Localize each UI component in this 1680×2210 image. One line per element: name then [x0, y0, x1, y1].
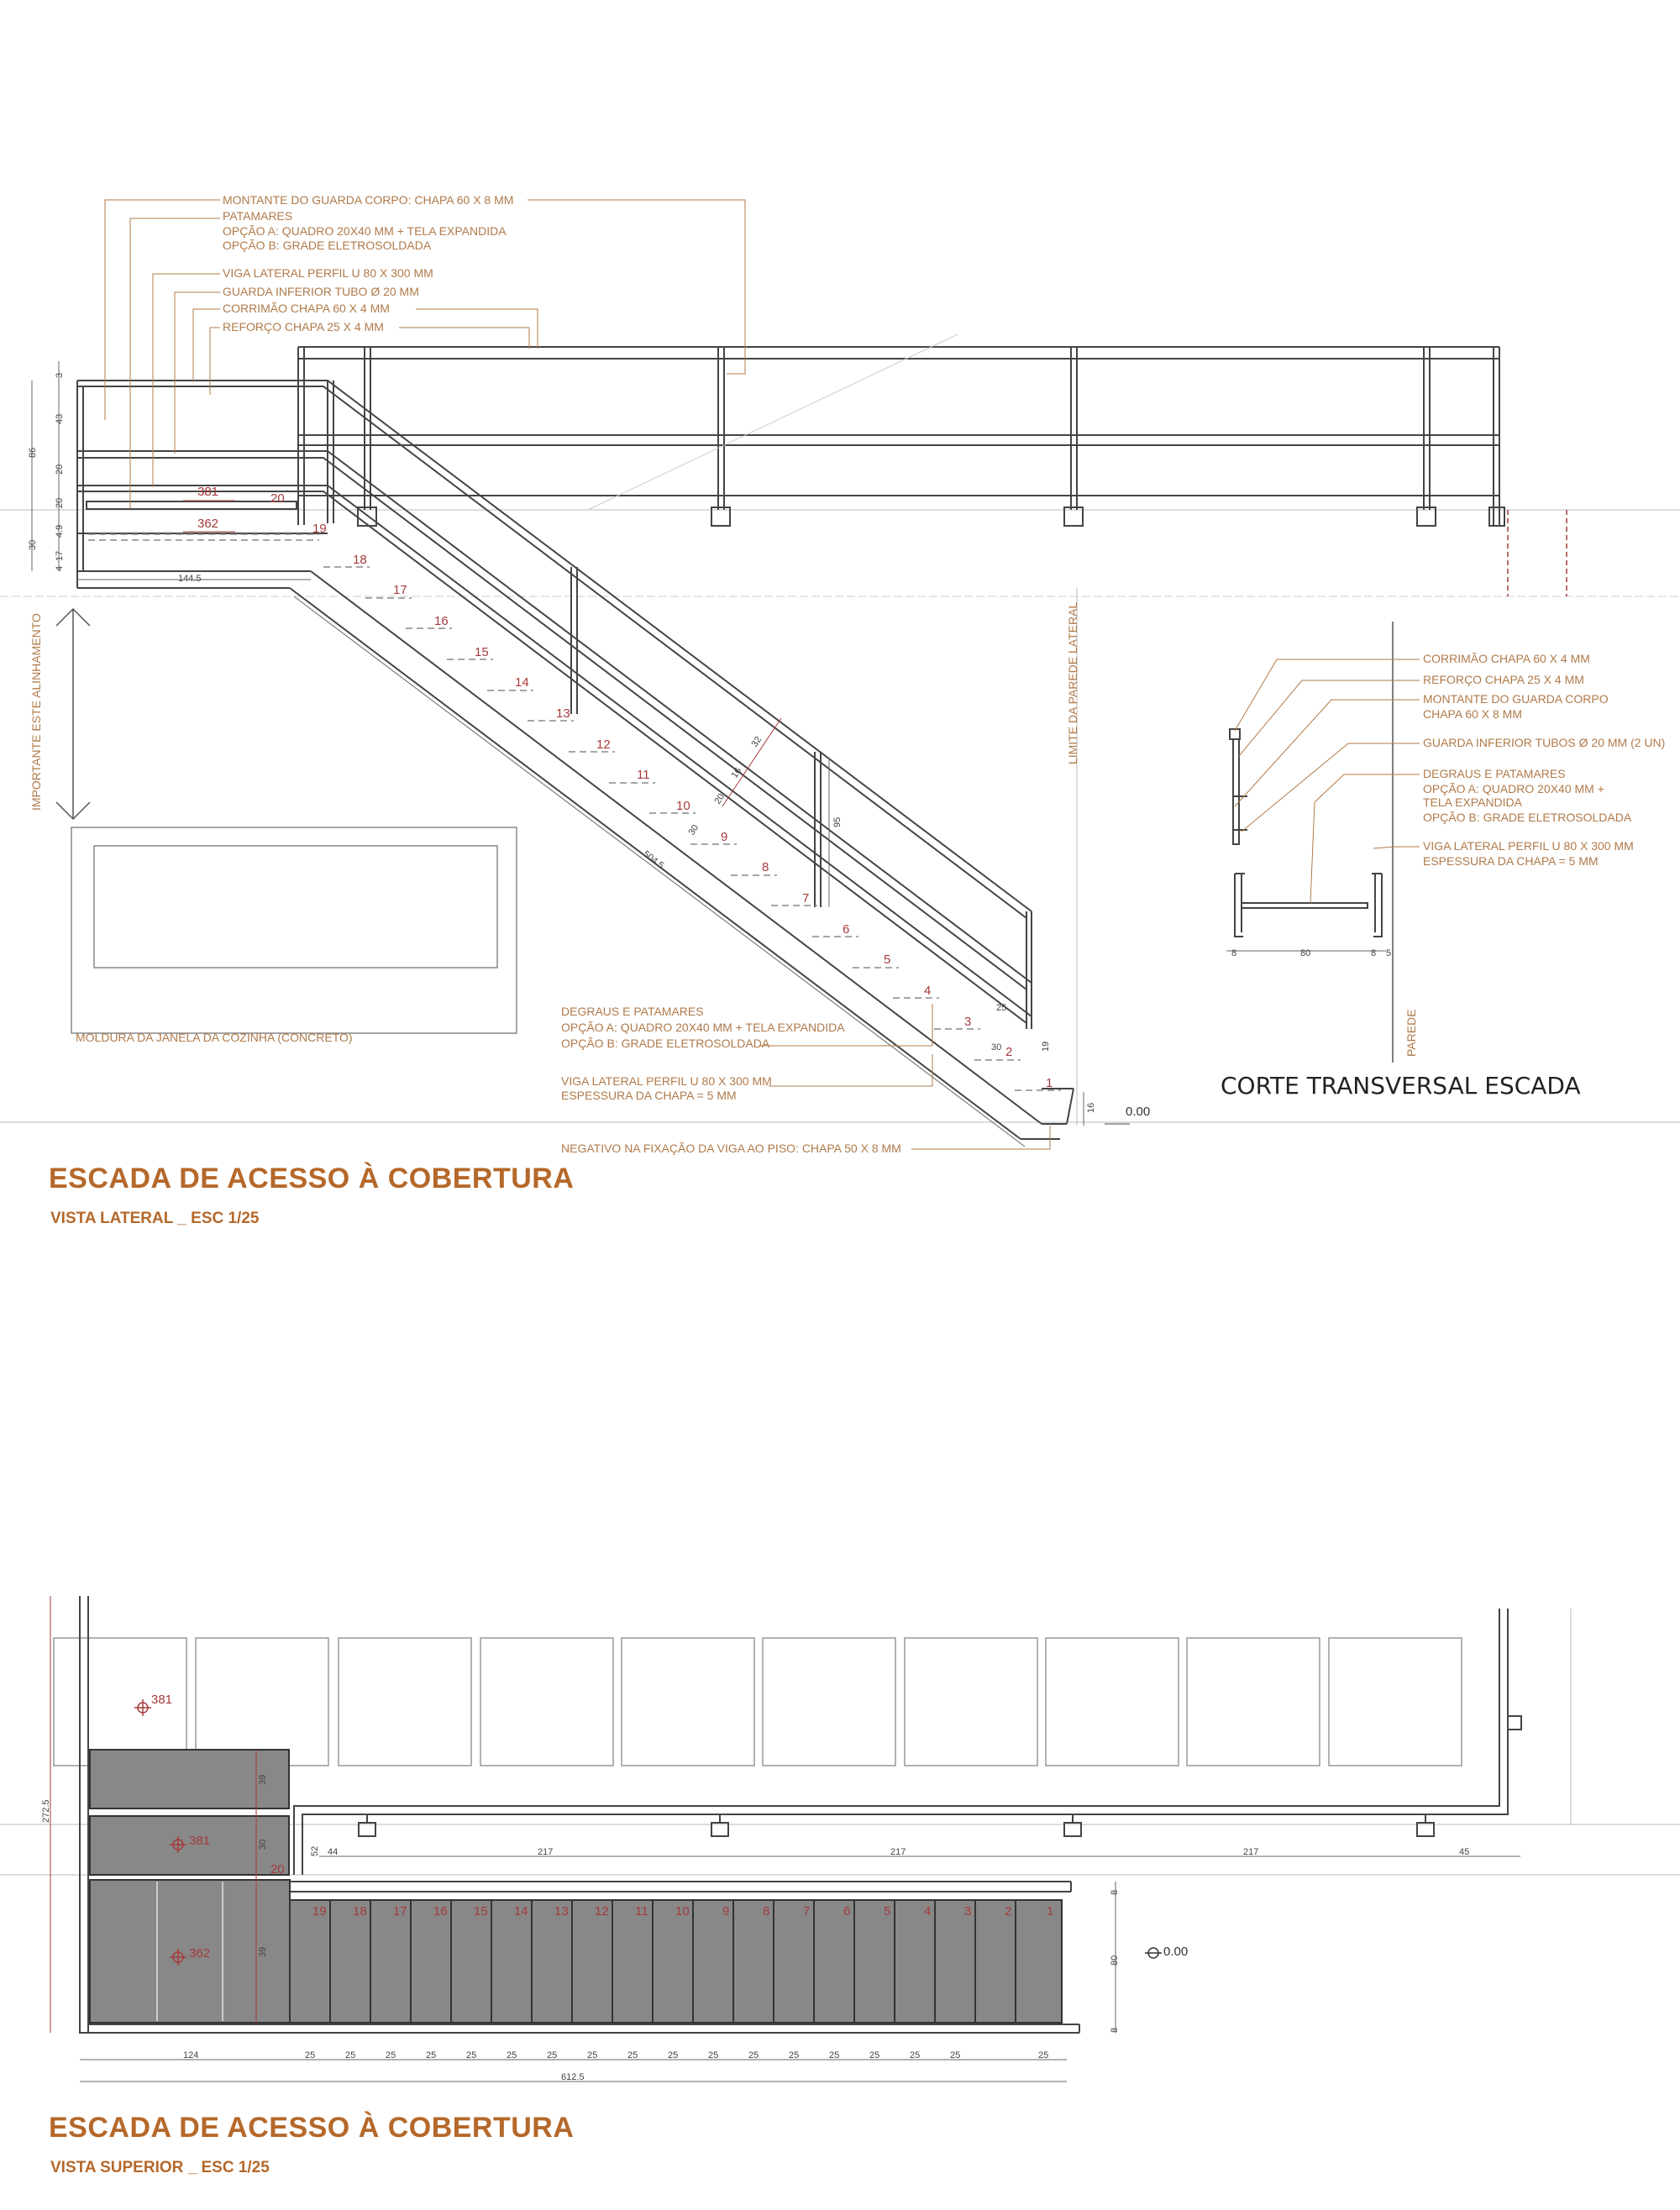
top-view-subtitle: VISTA SUPERIOR _ ESC 1/25 — [50, 2159, 270, 2176]
section-callout: VIGA LATERAL PERFIL U 80 X 300 MM — [1423, 839, 1634, 853]
top-step-number: 13 — [554, 1904, 569, 1919]
bottom-dim: 25 — [386, 2050, 396, 2060]
side-step-number: 5 — [884, 953, 891, 967]
bottom-dim: 25 — [466, 2050, 477, 2060]
top-step-number: 16 — [433, 1904, 448, 1919]
bottom-dim: 25 — [789, 2050, 800, 2060]
left-dim: 17 — [55, 550, 65, 561]
bottom-dim: 25 — [910, 2050, 921, 2060]
section-callout: MONTANTE DO GUARDA CORPO — [1423, 692, 1609, 706]
section-callout: GUARDA INFERIOR TUBOS Ø 20 MM (2 UN) — [1423, 736, 1666, 749]
left-dim: 43 — [55, 413, 65, 424]
callout-corrimao: CORRIMÃO CHAPA 60 X 4 MM — [223, 302, 390, 315]
dim-16: 16 — [729, 765, 744, 780]
landing-dim: 39 — [258, 1946, 268, 1957]
section-callout: CHAPA 60 X 8 MM — [1423, 707, 1523, 721]
cross-section — [1226, 622, 1665, 1063]
bottom-dims — [183, 2050, 1048, 2082]
bottom-dim: 25 — [627, 2050, 638, 2060]
bottom-dim: 25 — [587, 2050, 598, 2060]
dim-30: 30 — [686, 822, 701, 837]
callout-guarda-inferior: GUARDA INFERIOR TUBO Ø 20 MM — [223, 285, 419, 298]
left-dim: 30 — [28, 539, 38, 550]
right-dim: 8 — [1110, 2027, 1120, 2033]
section-dim: 8 — [1231, 948, 1237, 958]
dim-16b: 16 — [1086, 1102, 1096, 1113]
top-step-number: 18 — [353, 1904, 367, 1919]
callout-viga: VIGA LATERAL PERFIL U 80 X 300 MM — [223, 266, 433, 280]
top-step-number: 5 — [884, 1904, 891, 1919]
side-step-number: 4 — [924, 984, 932, 998]
rail-dim: 217 — [538, 1847, 554, 1857]
side-view-title: ESCADA DE ACESSO À COBERTURA — [49, 1163, 575, 1194]
left-dim: 4.9 — [55, 524, 65, 538]
callout-negativo: NEGATIVO NA FIXAÇÃO DA VIGA AO PISO: CHAPA 50 X 8 MM — [561, 1142, 901, 1155]
callout-espessura: ESPESSURA DA CHAPA = 5 MM — [561, 1089, 737, 1102]
callout-opcao-b: OPÇÃO B: GRADE ELETROSOLDADA — [223, 239, 432, 252]
side-step-number: 7 — [802, 891, 810, 906]
section-title: CORTE TRANSVERSAL ESCADA — [1221, 1072, 1581, 1100]
top-step-number: 17 — [393, 1904, 407, 1919]
side-step-number: 18 — [353, 553, 367, 567]
rail-dim: 44 — [328, 1847, 339, 1857]
rail-dim: 217 — [1243, 1847, 1259, 1857]
callout-opcao-a: OPÇÃO A: QUADRO 20X40 MM + TELA EXPANDIDA — [223, 224, 507, 238]
landing-dim: 39 — [258, 1774, 268, 1785]
side-step-number: 8 — [762, 860, 769, 874]
side-bottom-callouts — [561, 1005, 901, 1155]
side-step-number: 3 — [964, 1015, 972, 1029]
dim-144-5: 144.5 — [178, 574, 202, 584]
bottom-dim: 25 — [668, 2050, 679, 2060]
section-callout: TELA EXPANDIDA — [1423, 795, 1523, 809]
section-callout: DEGRAUS E PATAMARES — [1423, 767, 1566, 780]
rail-dim: 217 — [890, 1847, 906, 1857]
wall-limit-note: LIMITE DA PAREDE LATERAL — [1066, 601, 1079, 764]
left-dim: 86 — [28, 447, 38, 458]
top-step-number: 1 — [1047, 1904, 1054, 1919]
left-dim: 20 — [55, 497, 65, 508]
side-view-subtitle: VISTA LATERAL _ ESC 1/25 — [50, 1210, 260, 1227]
top-step-number: 4 — [924, 1904, 932, 1919]
section-callout: CORRIMÃO CHAPA 60 X 4 MM — [1423, 652, 1590, 665]
section-callout: OPÇÃO B: GRADE ELETROSOLDADA — [1423, 811, 1632, 824]
bottom-dim: 25 — [950, 2050, 961, 2060]
section-callout: OPÇÃO A: QUADRO 20X40 MM + — [1423, 782, 1604, 795]
side-top-callouts — [223, 193, 513, 333]
bottom-dim: 25 — [305, 2050, 316, 2060]
top-step-number: 8 — [763, 1904, 770, 1919]
bottom-dim: 25 — [507, 2050, 517, 2060]
side-step-number: 9 — [721, 830, 728, 844]
total-dim: 612.5 — [561, 2072, 585, 2082]
callout-degraus: DEGRAUS E PATAMARES — [561, 1005, 704, 1018]
top-step-number: 14 — [514, 1904, 528, 1919]
top-step-number: 11 — [635, 1904, 648, 1919]
top-step-number: 6 — [843, 1904, 851, 1919]
callout-degraus-opcao-a: OPÇÃO A: QUADRO 20X40 MM + TELA EXPANDIDA — [561, 1021, 845, 1034]
top-step-number: 2 — [1005, 1904, 1012, 1919]
window-label: MOLDURA DA JANELA DA COZINHA (CONCRETO) — [76, 1031, 353, 1044]
section-callout: REFORÇO CHAPA 25 X 4 MM — [1423, 673, 1584, 686]
side-step-number: 17 — [393, 583, 407, 597]
section-dim: 8 — [1371, 948, 1377, 958]
bottom-dim: 25 — [708, 2050, 719, 2060]
side-level-362: 362 — [197, 517, 219, 531]
side-step-number: 1 — [1046, 1076, 1053, 1090]
bottom-dim: 25 — [829, 2050, 840, 2060]
section-callout: ESPESSURA DA CHAPA = 5 MM — [1423, 854, 1599, 868]
callout-viga-lateral: VIGA LATERAL PERFIL U 80 X 300 MM — [561, 1074, 772, 1088]
landing-dim: 20 — [270, 1862, 285, 1877]
section-callouts — [1423, 652, 1665, 868]
section-dim: 5 — [1386, 948, 1392, 958]
bottom-dim: 25 — [345, 2050, 356, 2060]
bottom-dim: 25 — [869, 2050, 880, 2060]
dim-20: 20 — [712, 791, 727, 806]
top-view-title: ESCADA DE ACESSO À COBERTURA — [49, 2112, 575, 2144]
side-level-20: 20 — [270, 491, 285, 506]
top-step-number: 15 — [474, 1904, 488, 1919]
dim-25: 25 — [996, 1003, 1007, 1013]
side-step-number: 16 — [434, 614, 449, 628]
left-dim: 3 — [55, 372, 65, 378]
side-step-number: 13 — [556, 706, 570, 721]
top-step-number: 12 — [595, 1904, 609, 1919]
wall-label: PAREDE — [1404, 1009, 1418, 1057]
top-view — [0, 1596, 1680, 2082]
top-level-381a: 381 — [151, 1693, 173, 1707]
side-step-number: 2 — [1005, 1045, 1013, 1059]
bottom-dim: 25 — [748, 2050, 759, 2060]
side-step-number: 12 — [596, 738, 611, 752]
side-step-number: 6 — [843, 922, 850, 937]
side-step-number: 11 — [637, 768, 650, 782]
top-step-number: 19 — [312, 1904, 327, 1919]
callout-patamares: PATAMARES — [223, 209, 293, 223]
callout-reforco: REFORÇO CHAPA 25 X 4 MM — [223, 320, 384, 333]
bottom-dim: 124 — [183, 2050, 199, 2060]
left-dim-272-5: 272.5 — [41, 1799, 51, 1823]
top-step-number: 10 — [675, 1904, 690, 1919]
side-step-number: 19 — [312, 522, 327, 536]
top-step-number: 9 — [722, 1904, 730, 1919]
bottom-dim: 25 — [1038, 2050, 1049, 2060]
top-step-number: 3 — [964, 1904, 972, 1919]
dim-95: 95 — [832, 816, 843, 827]
section-dim: 80 — [1300, 948, 1311, 958]
bottom-dim: 25 — [547, 2050, 558, 2060]
dim-32: 32 — [749, 734, 764, 749]
top-level-0: 0.00 — [1163, 1945, 1189, 1959]
dim-504-5: 504.5 — [641, 848, 666, 871]
callout-montante: MONTANTE DO GUARDA CORPO: CHAPA 60 X 8 MM — [223, 193, 514, 207]
top-level-362: 362 — [189, 1946, 211, 1961]
right-dim: 8 — [1110, 1889, 1120, 1895]
dim-19: 19 — [1041, 1041, 1051, 1052]
right-dim: 80 — [1110, 1955, 1120, 1966]
side-step-number: 10 — [676, 799, 690, 813]
top-level-381b: 381 — [189, 1834, 211, 1848]
side-level-381: 381 — [197, 485, 219, 499]
landing-dim: 52 — [310, 1845, 320, 1856]
rail-dim: 45 — [1459, 1847, 1470, 1857]
alignment-note: IMPORTANTE ESTE ALINHAMENTO — [29, 613, 43, 811]
left-dim: 20 — [55, 464, 65, 475]
landing-dim: 30 — [258, 1839, 268, 1850]
dim-30b: 30 — [991, 1042, 1002, 1053]
side-step-number: 14 — [515, 675, 529, 690]
callout-degraus-opcao-b: OPÇÃO B: GRADE ELETROSOLDADA — [561, 1037, 770, 1050]
side-step-number: 15 — [475, 645, 489, 659]
bottom-dim: 25 — [426, 2050, 437, 2060]
top-step-number: 7 — [803, 1904, 811, 1919]
level-0: 0.00 — [1126, 1105, 1151, 1119]
left-dim: 4 — [55, 565, 65, 571]
